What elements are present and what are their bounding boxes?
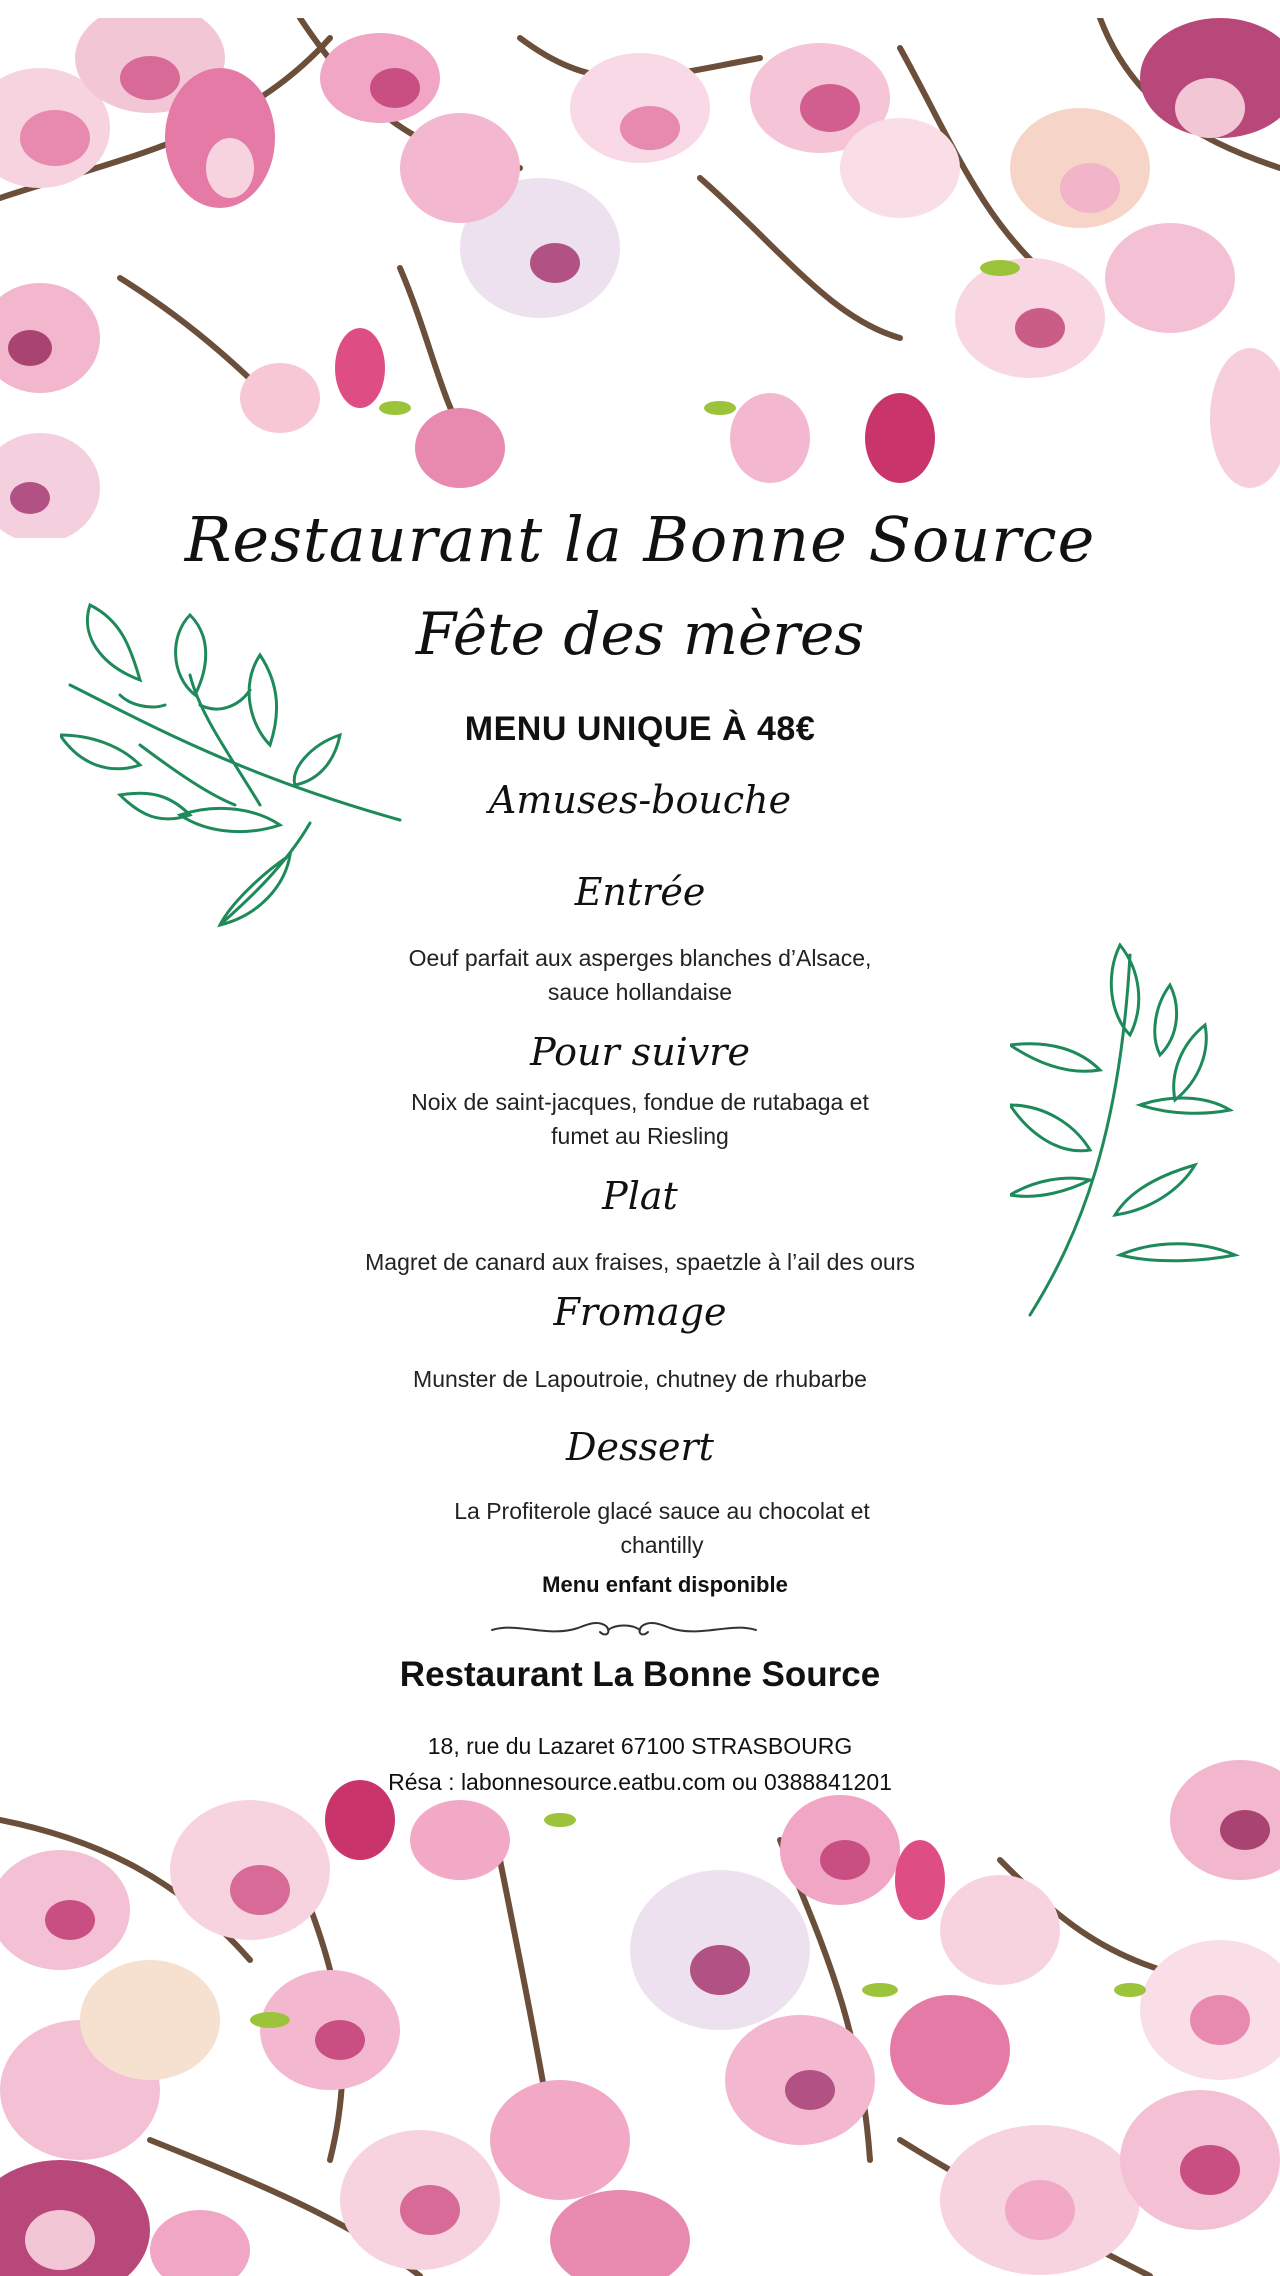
course-title-plat: Plat <box>602 1174 678 1218</box>
dish-line: fumet au Riesling <box>551 1123 729 1149</box>
course-title-amuses-bouche: Amuses-bouche <box>488 778 792 822</box>
kids-menu-note: Menu enfant disponible <box>542 1572 788 1597</box>
ornamental-divider-icon <box>488 1612 760 1644</box>
course-dish-dessert <box>22 1494 1280 1562</box>
dish-line: Noix de saint-jacques, fondue de rutabaga et <box>411 1089 869 1115</box>
floral-border-bottom <box>0 1760 1280 2276</box>
footer-restaurant-name: Restaurant La Bonne Source <box>399 1655 881 1694</box>
course-title-dessert: Dessert <box>566 1425 714 1469</box>
event-subtitle: Fête des mères <box>415 600 865 668</box>
course-dish-pour-suivre <box>0 1085 1280 1153</box>
course-title-entree: Entrée <box>574 870 706 914</box>
course-title-fromage: Fromage <box>553 1290 727 1334</box>
course-dish-fromage: Munster de Lapoutroie, chutney de rhubarbe <box>413 1366 867 1392</box>
dish-line: La Profiterole glacé sauce au chocolat et <box>454 1498 870 1524</box>
footer-booking: Résa : labonnesource.eatbu.com ou 0388841201 <box>388 1769 892 1795</box>
floral-border-top <box>0 18 1280 538</box>
footer-address: 18, rue du Lazaret 67100 STRASBOURG <box>427 1733 853 1759</box>
dish-line: sauce hollandaise <box>547 979 733 1005</box>
restaurant-title: Restaurant la Bonne Source <box>184 503 1096 576</box>
course-dish-plat: Magret de canard aux fraises, spaetzle à l’ail des ours <box>365 1249 915 1275</box>
course-title-pour-suivre: Pour suivre <box>530 1030 750 1074</box>
course-dish-entree <box>0 941 1280 1009</box>
dish-line: Oeuf parfait aux asperges blanches d’Alsace, <box>408 945 872 971</box>
menu-price: MENU UNIQUE À 48€ <box>464 710 816 748</box>
dish-line: chantilly <box>620 1532 704 1558</box>
